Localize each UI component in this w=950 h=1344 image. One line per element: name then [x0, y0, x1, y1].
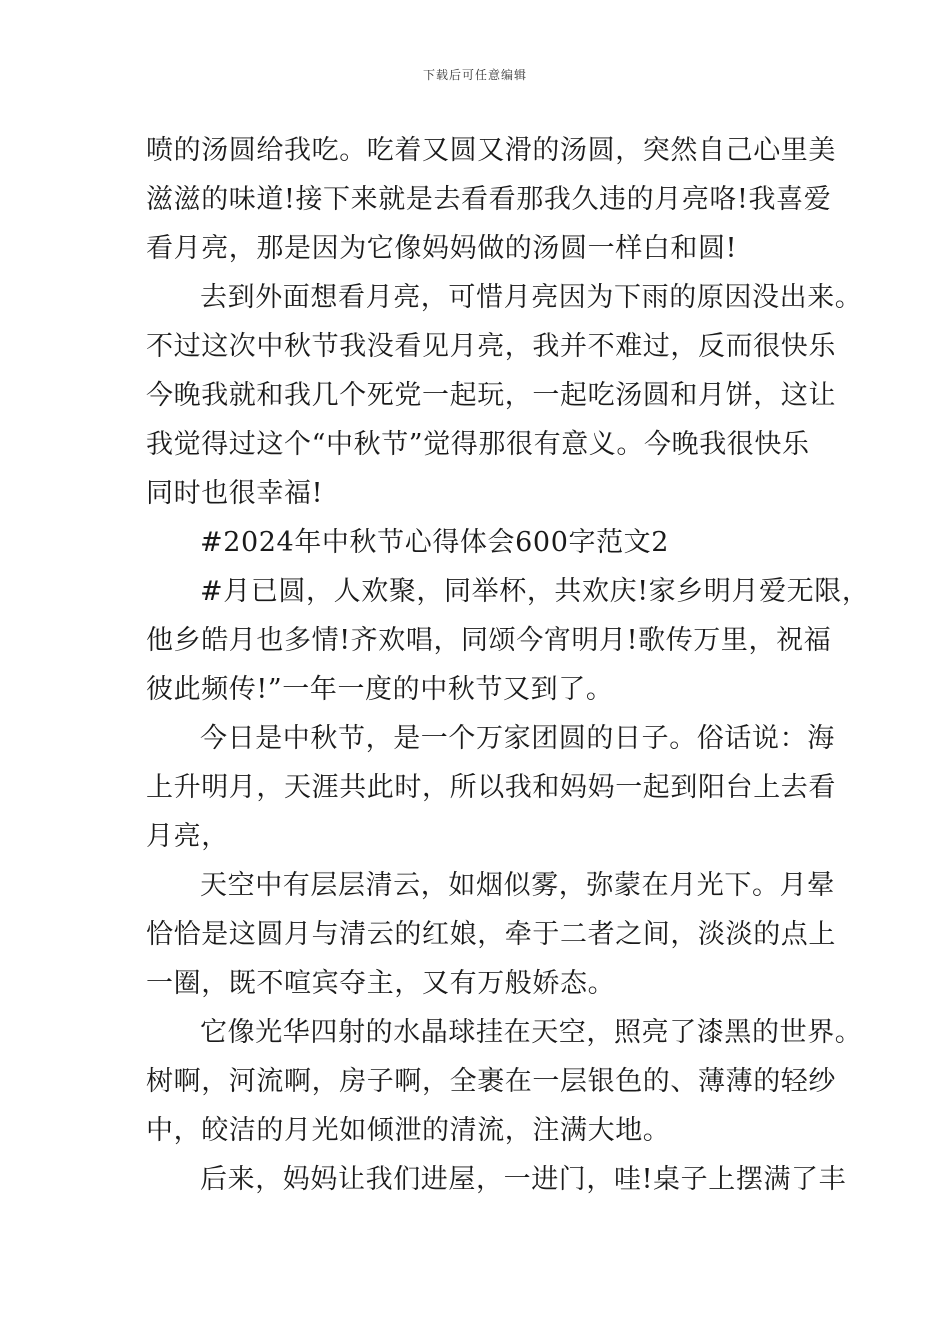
section-heading: #2024年中秋节心得体会600字范文2: [200, 527, 670, 558]
text-line: 恰恰是这圆月与清云的红娘，牵于二者之间，淡淡的点上: [146, 919, 836, 950]
text-line: 彼此频传!”一年一度的中秋节又到了。: [146, 674, 614, 705]
document-body: [146, 126, 870, 1204]
text-line: 树啊，河流啊，房子啊，全裹在一层银色的、薄薄的轻纱: [146, 1066, 836, 1097]
text-line: 月亮，: [146, 821, 229, 852]
text-line: 同时也很幸福!: [146, 478, 324, 509]
text-line: 看月亮，那是因为它像妈妈做的汤圆一样白和圆!: [146, 233, 738, 264]
text-line: 一圈，既不喧宾夺主，又有万般娇态。: [146, 968, 616, 999]
text-line: 上升明月，天涯共此时，所以我和妈妈一起到阳台上去看: [146, 772, 836, 803]
text-line: 他乡皓月也多情!齐欢唱，同颂今宵明月!歌传万里，祝福: [146, 625, 832, 656]
page-header: 下载后可任意编辑: [422, 68, 527, 82]
text-line: 今日是中秋节，是一个万家团圆的日子。俗话说：海: [200, 723, 835, 754]
text-line: 中，皎洁的月光如倾泄的清流，注满大地。: [146, 1115, 671, 1146]
text-line: 滋滋的味道!接下来就是去看看那我久违的月亮咯!我喜爱: [146, 184, 832, 215]
text-line: 后来，妈妈让我们进屋，一进门，哇!桌子上摆满了丰: [200, 1164, 847, 1195]
text-line: 天空中有层层清云，如烟似雾，弥蒙在月光下。月晕: [200, 870, 835, 901]
text-line: 去到外面想看月亮，可惜月亮因为下雨的原因没出来。: [200, 282, 863, 313]
text-line: 今晚我就和我几个死党一起玩，一起吃汤圆和月饼，这让: [146, 380, 836, 411]
text-line: #月已圆，人欢聚，同举杯，共欢庆!家乡明月爱无限，: [200, 576, 870, 607]
text-line: 我觉得过这个“中秋节”觉得那很有意义。今晚我很快乐: [146, 429, 810, 460]
text-line: 不过这次中秋节我没看见月亮，我并不难过，反而很快乐: [146, 331, 836, 362]
text-line: 它像光华四射的水晶球挂在天空，照亮了漆黑的世界。: [200, 1017, 863, 1048]
text-line: 喷的汤圆给我吃。吃着又圆又滑的汤圆，突然自己心里美: [146, 135, 836, 166]
